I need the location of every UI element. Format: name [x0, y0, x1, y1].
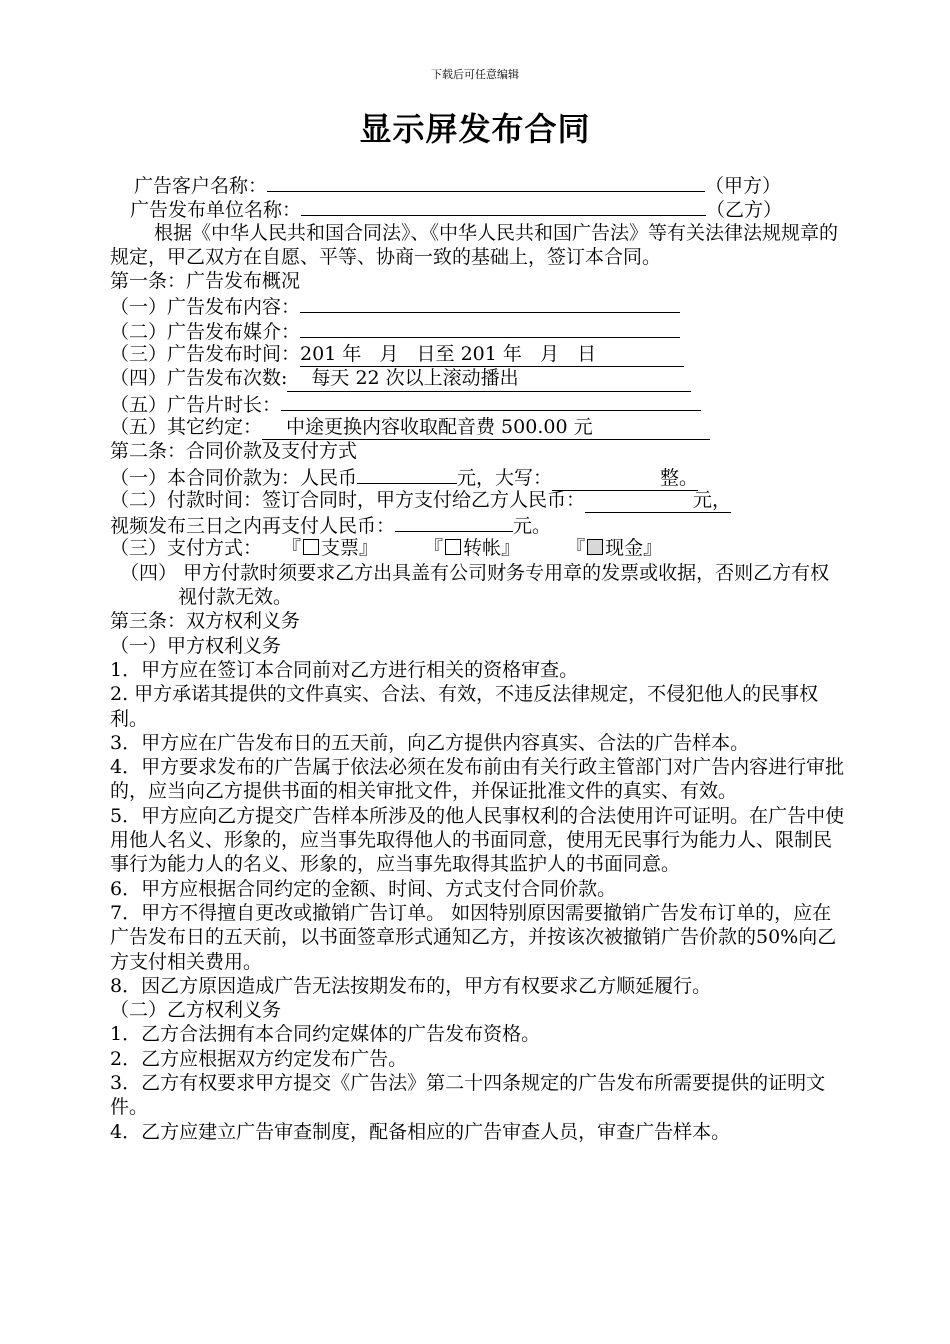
transfer-checkbox[interactable]: [445, 539, 461, 555]
invoice-text: 甲方付款时须要求乙方出具盖有公司财务专用章的发票或收据，否则乙方有权视付款无效。: [178, 561, 830, 609]
price-line: [110, 464, 845, 488]
article-2-title: 第二条：合同价款及支付方式: [110, 440, 358, 463]
article-3-title: 第三条：双方权利义务: [110, 610, 301, 633]
option-bracket: 『: [424, 537, 444, 560]
ad-times-line: [110, 366, 845, 390]
intro-paragraph: 根据《中华人民共和国合同法》、《中华人民共和国广告法》等有关法律法规规章的规定，甲乙双方在自愿、平等、协商一致的基础上，签订本合同。: [110, 221, 839, 268]
payment-line: [110, 488, 845, 512]
ad-content-label: （一）广告发布内容：: [110, 296, 301, 319]
ad-time-value: 201 年 月 日至 201 年 月 日: [300, 342, 684, 367]
article-1-title: 第一条：广告发布概况: [110, 270, 301, 293]
invoice-number: （四）: [120, 561, 178, 584]
price-mid: 元，大写：: [457, 466, 553, 489]
price-blank: [357, 464, 457, 484]
option-cash-label: 现金』: [605, 537, 663, 560]
ad-duration-label: （五）广告片时长：: [110, 393, 282, 416]
ad-other-line: [110, 415, 845, 439]
payment-label: （二）付款时间：签订合同时，甲方支付给乙方人民币：: [110, 488, 586, 511]
payment-end: 元，: [585, 488, 731, 513]
party-a-item: 4．甲方要求发布的广告属于依法必须在发布前由有关行政主管部门对广告内容进行审批的，应当向乙方提供书面的相关审批文件，并保证批准文件的真实、有效。: [110, 756, 845, 803]
ad-content-blank: [300, 293, 680, 313]
party-a-item: 2. 甲方承诺其提供的文件真实、合法、有效，不违反法律规定，不侵犯他人的民事权利。: [110, 683, 819, 730]
price-label: （一）本合同价款为：人民币: [110, 466, 358, 489]
party-a-duties-title: （一）甲方权利义务: [110, 634, 282, 657]
party-a-item: 6．甲方应根据合同约定的金额、时间、方式支付合同价款。: [110, 877, 617, 900]
party-b-line: [110, 196, 845, 220]
ad-time-label: （三）广告发布时间：: [110, 343, 301, 366]
ad-content-line: [110, 293, 845, 317]
header-note: 下载后可任意编辑: [431, 68, 519, 81]
ad-media-label: （二）广告发布媒介：: [110, 320, 301, 343]
party-b-item: 2．乙方应根据双方约定发布广告。: [110, 1047, 408, 1070]
payment-method-line: [110, 536, 845, 560]
party-a-label: 广告客户名称：: [134, 175, 268, 197]
option-transfer-label: 转帐』: [463, 537, 521, 560]
ad-media-line: [110, 318, 845, 342]
party-a-item: 1．甲方应在签订本合同前对乙方进行相关的资格审查。: [110, 658, 579, 681]
invoice-clause: [110, 561, 845, 610]
cash-checkbox[interactable]: [587, 539, 603, 555]
party-a-item: 3．甲方应在广告发布日的五天前，向乙方提供内容真实、合法的广告样本。: [110, 731, 750, 754]
price-end: 整。: [552, 466, 698, 491]
party-b-item: 1．乙方合法拥有本合同约定媒体的广告发布资格。: [110, 1023, 541, 1046]
ad-duration-line: [110, 391, 845, 415]
party-b-blank: [301, 196, 706, 216]
payment2-end: 元。: [513, 515, 552, 538]
party-a-item: 5．甲方应向乙方提交广告样本所涉及的他人民事权利的合法使用许可证明。在广告中使用他人名义、形象的，应当事先取得他人的书面同意，使用无民事行为能力人、限制民事行为能力人的名义、形象的，应当事先取得其监护人的书面同意。: [110, 804, 845, 876]
party-a-blank: [267, 172, 705, 192]
party-a-item: 8．因乙方原因造成广告无法按期发布的，甲方有权要求乙方顺延履行。: [110, 974, 712, 997]
payment2-label: 视频发布三日之内再支付人民币：: [110, 515, 396, 538]
contract-body: [110, 172, 845, 1144]
option-bracket: 『: [282, 537, 302, 560]
party-b-item: 3．乙方有权要求甲方提交《广告法》第二十四条规定的广告发布所需要提供的证明文件。: [110, 1071, 826, 1119]
ad-time-line: [110, 342, 845, 366]
ad-times-value: 每天 22 次以上滚动播出: [287, 366, 691, 391]
check-checkbox[interactable]: [303, 539, 319, 555]
ad-duration-blank: [281, 391, 701, 411]
document-title: 显示屏发布合同: [359, 110, 591, 148]
party-b-item: 4．乙方应建立广告审查制度，配备相应的广告审查人员，审查广告样本。: [110, 1120, 731, 1143]
payment2-line: [110, 512, 845, 536]
party-a-suffix: （甲方）: [705, 175, 782, 197]
ad-times-label: （四）广告发布次数:: [110, 367, 288, 390]
party-a-line: [110, 172, 845, 196]
ad-other-value: 中途更换内容收取配音费 500.00 元: [262, 415, 710, 440]
party-b-duties-title: （二）乙方权利义务: [110, 999, 282, 1022]
payment-method-label: （三）支付方式：: [110, 537, 263, 560]
ad-media-blank: [300, 318, 680, 338]
option-bracket: 『: [566, 537, 586, 560]
ad-other-label: （五）其它约定：: [110, 415, 263, 438]
option-check-label: 支票』: [321, 537, 379, 560]
party-b-suffix: （乙方）: [706, 199, 783, 222]
party-b-label: 广告发布单位名称：: [130, 199, 302, 222]
party-a-item: 7．甲方不得擅自更改或撤销广告订单。 如因特别原因需要撤销广告发布订单的，应在广告发布日的五天前，以书面签章形式通知乙方，并按该次被撤销广告价款的50%向乙方支付相关费用。: [110, 901, 837, 973]
payment2-blank: [395, 512, 513, 532]
